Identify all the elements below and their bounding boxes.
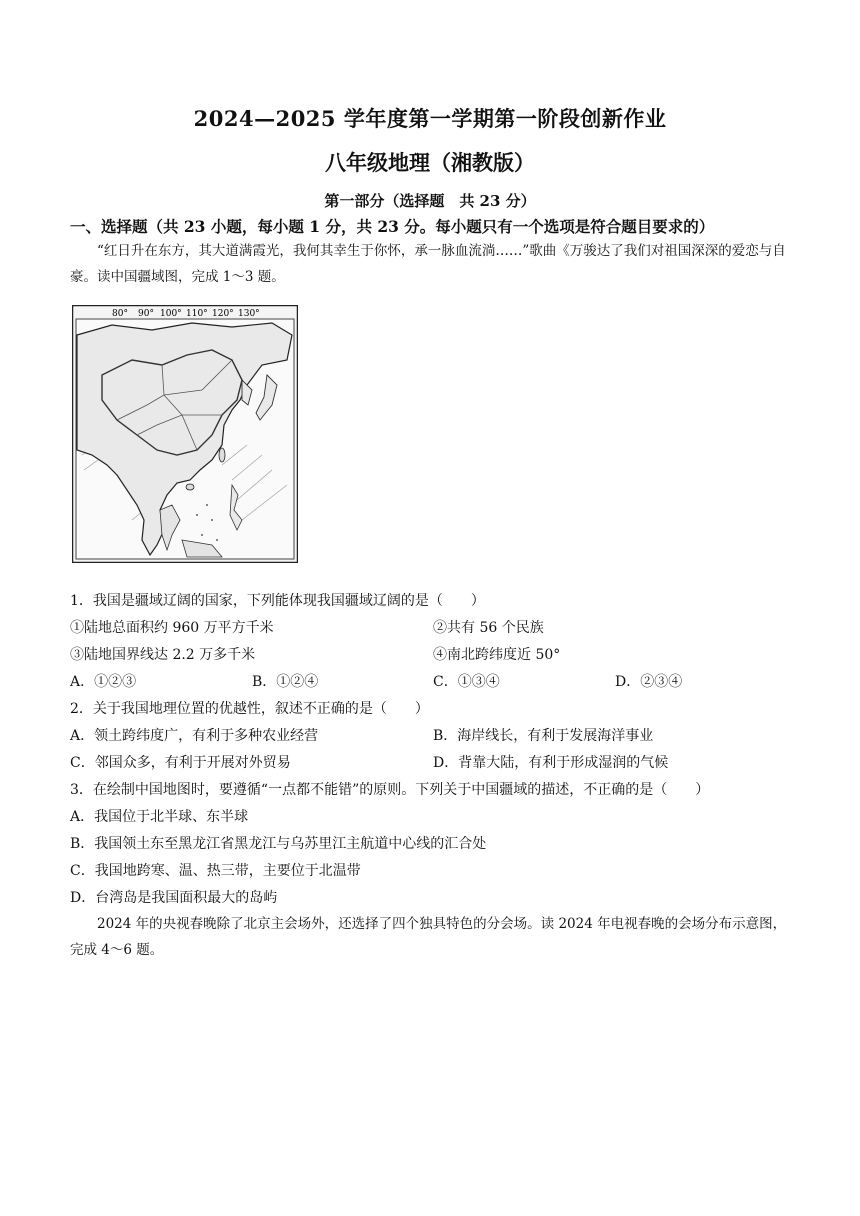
question-2-stem: 2．关于我国地理位置的优越性，叙述不正确的是（ ） — [70, 701, 429, 717]
question-1-option-d: D．②③④ — [615, 674, 683, 690]
question-1-stem: 1．我国是疆域辽阔的国家，下列能体现我国疆域辽阔的是（ ） — [70, 593, 485, 609]
question-2-option-b: B．海岸线长，有利于发展海洋事业 — [433, 728, 654, 744]
question-1-item: ②共有 56 个民族 — [433, 620, 544, 636]
question-1-item: ①陆地总面积约 960 万平方千米 — [70, 620, 274, 636]
question-1-option-b: B．①②④ — [252, 674, 319, 690]
part-heading: 第一部分（选择题 共 23 分） — [324, 192, 536, 210]
china-territory-map — [72, 305, 298, 563]
intro-paragraph-1: “红日升在东方，其大道满霞光，我何其幸生于你怀，承一脉血流淌……”歌曲《万骏达了我们对祖国深深的爱恋与自豪。读中国疆域图，完成 1～3 题。 — [70, 243, 786, 285]
question-3-option-b: B．我国领土东至黑龙江省黑龙江与乌苏里江主航道中心线的汇合处 — [70, 836, 487, 852]
lon-label: 100° — [160, 309, 182, 319]
page-subtitle: 八年级地理（湘教版） — [325, 150, 535, 175]
question-1-item: ③陆地国界线达 2.2 万多千米 — [70, 647, 256, 663]
lon-label: 130° — [238, 309, 260, 319]
lon-label: 80° — [112, 309, 128, 319]
question-1-option-a: A．①②③ — [70, 674, 137, 690]
question-3-stem: 3．在绘制中国地图时，要遵循“一点都不能错”的原则。下列关于中国疆域的描述，不正确的是（ ） — [70, 782, 710, 798]
question-2-option-d: D．背靠大陆，有利于形成湿润的气候 — [433, 755, 669, 771]
question-3-option-a: A．我国位于北半球、东半球 — [70, 809, 249, 825]
question-1-item: ④南北跨纬度近 50° — [433, 647, 561, 663]
lon-label: 90° — [138, 309, 154, 319]
page-title: 2024—2025 学年度第一学期第一阶段创新作业 — [193, 106, 667, 131]
intro-paragraph-2: 2024 年的央视春晚除了北京主会场外，还选择了四个独具特色的分会场。读 2024 年电视春晚的会场分布示意图，完成 4～6 题。 — [70, 916, 787, 958]
question-2-option-a: A．领土跨纬度广，有利于多种农业经营 — [70, 728, 319, 744]
section-heading: 一、选择题（共 23 小题，每小题 1 分，共 23 分。每小题只有一个选项是符合题目要求的） — [70, 217, 715, 236]
lon-label: 120° — [212, 309, 234, 319]
map-image — [72, 305, 298, 563]
question-2-option-c: C．邻国众多，有利于开展对外贸易 — [70, 755, 291, 771]
question-1-option-c: C．①③④ — [433, 674, 500, 690]
question-3-option-d: D．台湾岛是我国面积最大的岛屿 — [70, 890, 278, 906]
question-3-option-c: C．我国地跨寒、温、热三带，主要位于北温带 — [70, 863, 361, 879]
lon-label: 110° — [186, 309, 208, 319]
